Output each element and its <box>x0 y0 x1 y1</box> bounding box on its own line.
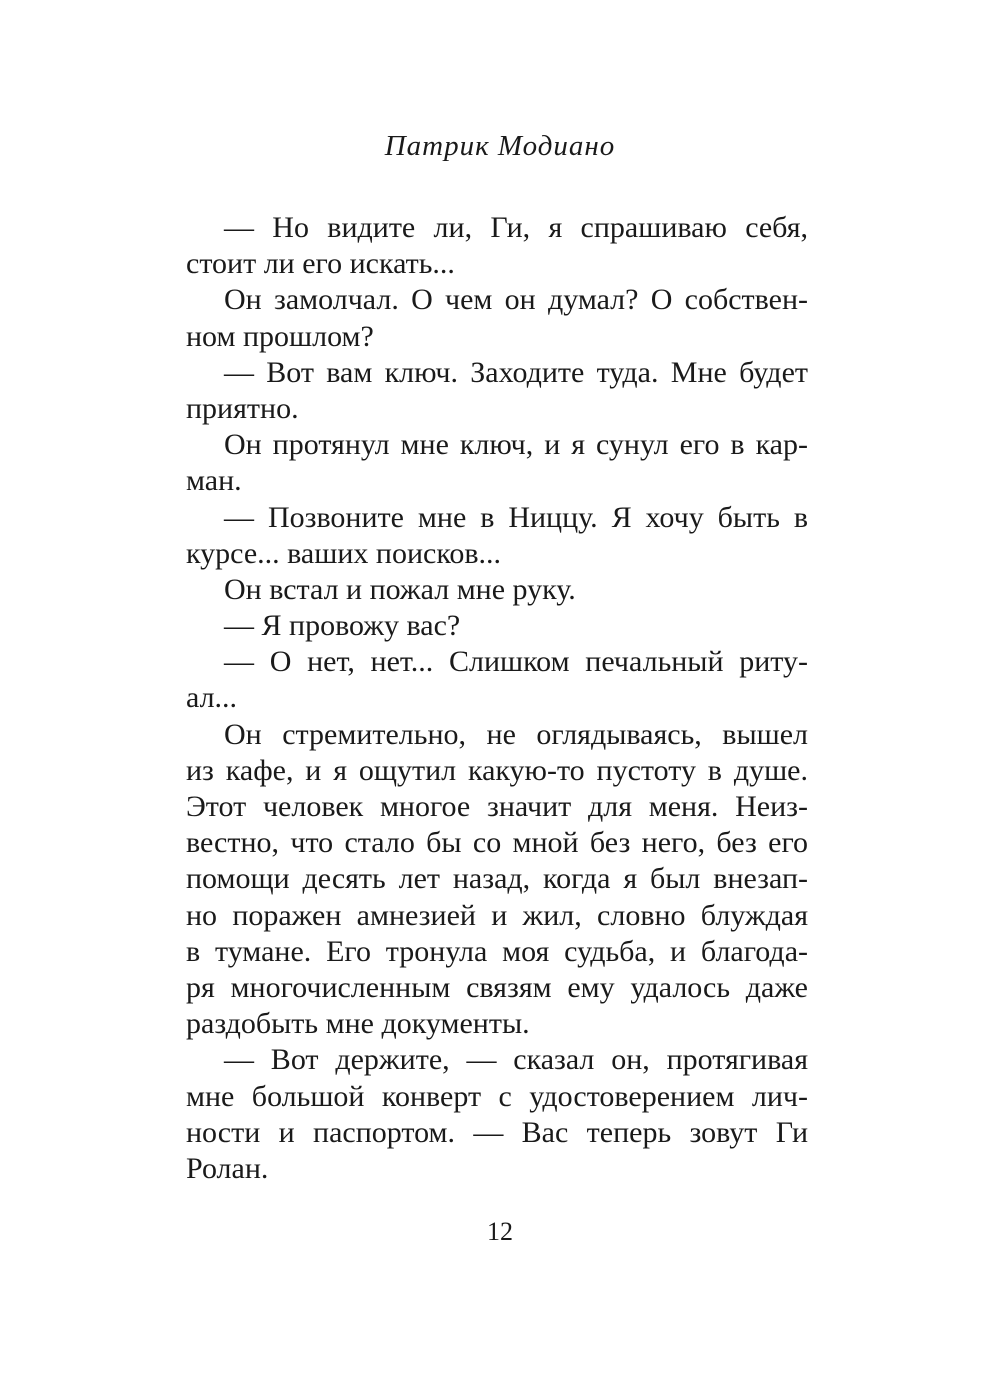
text-line: Он замолчал. О чем он думал? О собствен- <box>224 283 808 317</box>
text-line: ности и паспортом. — Вас теперь зовут Ги <box>186 1115 808 1149</box>
text-line: мне большой конверт с удостоверением лич- <box>186 1079 808 1113</box>
text-line: Этот человек многое значит для меня. Неиз- <box>186 790 808 823</box>
text-line: — Вот вам ключ. Заходите туда. Мне будет <box>224 355 808 389</box>
text-line: из кафе, и я ощутил какую-то пустоту в душе. <box>186 753 808 787</box>
text-line: ман. <box>186 464 242 498</box>
text-line: стоит ли его искать... <box>186 247 455 281</box>
text-line: ном прошлом? <box>186 319 374 353</box>
text-line: Он протянул мне ключ, и я сунул его в кар- <box>224 428 808 462</box>
text-line: раздобыть мне документы. <box>186 1007 530 1041</box>
text-line: — Я провожу вас? <box>224 609 461 643</box>
text-line: в тумане. Его тронула моя судьба, и благода- <box>186 934 808 968</box>
text-line: вестно, что стало бы со мной без него, без его <box>186 826 808 860</box>
text-line: ря многочисленным связям ему удалось даже <box>186 970 808 1004</box>
text-line: помощи десять лет назад, когда я был внезап- <box>186 862 808 896</box>
text-line: Он стремительно, не оглядываясь, вышел <box>224 717 808 751</box>
text-line: — Позвоните мне в Ниццу. Я хочу быть в <box>224 500 808 534</box>
page-number: 12 <box>487 1217 513 1246</box>
text-line: Он встал и пожал мне руку. <box>224 572 576 606</box>
text-line: курсе... ваших поисков... <box>186 536 502 570</box>
text-line: — Вот держите, — сказал он, протягивая <box>224 1043 808 1077</box>
text-line: ал... <box>186 681 238 715</box>
body-text <box>186 210 808 1187</box>
text-line: Ролан. <box>186 1151 269 1185</box>
text-line: — О нет, нет... Слишком печальный риту- <box>224 645 808 679</box>
text-line: приятно. <box>186 391 299 425</box>
running-head-author: Патрик Модиано <box>384 130 616 162</box>
text-line: но поражен амнезией и жил, словно блуждая <box>186 898 808 932</box>
text-line: — Но видите ли, Ги, я спрашиваю себя, <box>224 211 808 244</box>
